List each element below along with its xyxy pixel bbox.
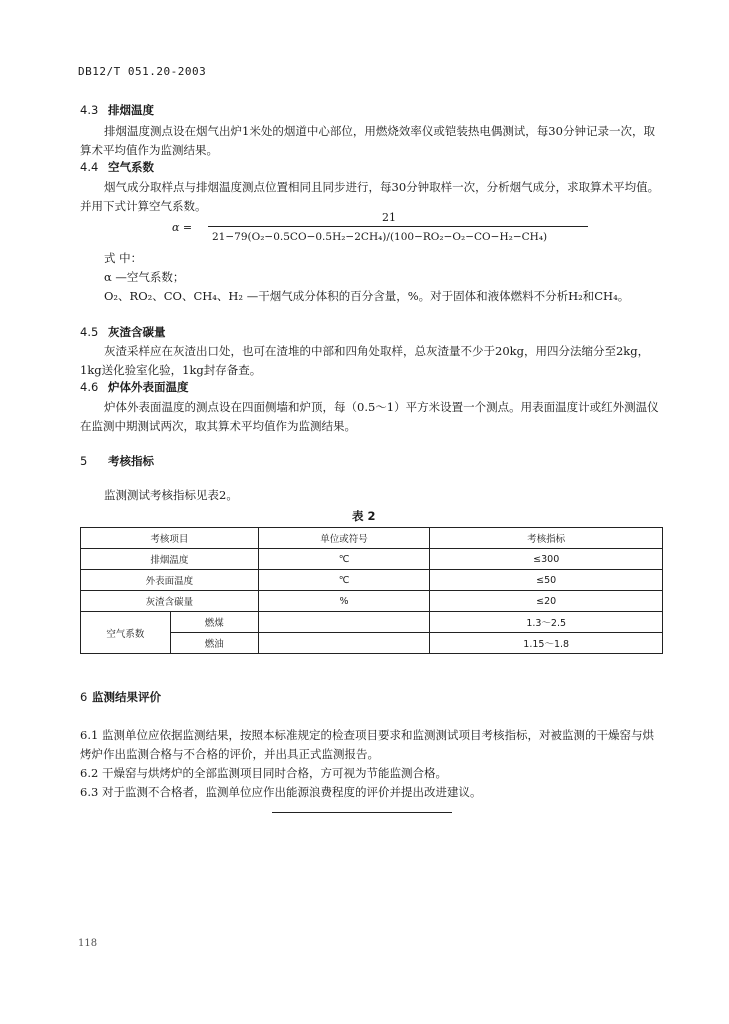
table-row	[81, 612, 663, 633]
section-number: 6	[80, 690, 88, 704]
table-row	[81, 549, 663, 570]
table-row	[81, 570, 663, 591]
section-heading-4-3	[80, 102, 154, 118]
air-coefficient-formula	[172, 213, 592, 249]
paragraph-4-5: 灰渣采样应在灰渣出口处，也可在渣堆的中部和四角处取样，总灰渣量不少于20kg，用四分法缩分至2kg，1kg送化验室化验，1kg封存备查。	[80, 344, 650, 377]
section-number: 4.3	[80, 103, 99, 117]
table-cell: ℃	[258, 570, 430, 591]
paragraph-4-6: 炉体外表面温度的测点设在四面侧墙和炉顶，每（0.5～1）平方米设置一个测点。用表面温度计或红外测温仪在监测中期测试两次，取其算术平均值作为监测结果。	[80, 400, 659, 433]
table-header-cell: 单位或符号	[258, 528, 430, 549]
table-cell: 燃煤	[170, 612, 258, 633]
formula-denominator: 21−79(O₂−0.5CO−0.5H₂−2CH₄)/(100−RO₂−O₂−CO−H₂−CH₄)	[212, 231, 548, 243]
document-id: DB12/T 051.20-2003	[78, 65, 207, 78]
section-title: 排烟温度	[108, 103, 154, 117]
table-row	[81, 591, 663, 612]
section-title: 考核指标	[108, 454, 154, 468]
section-number: 4.5	[80, 325, 99, 339]
section-heading-5	[80, 453, 154, 469]
section-heading-6	[80, 689, 161, 705]
paragraph-6-3: 6.3 对于监测不合格者，监测单位应作出能源浪费程度的评价并提出改进建议。	[80, 785, 482, 799]
section-title: 灰渣含碳量	[108, 325, 166, 339]
section-number: 4.6	[80, 380, 99, 394]
table-cell: %	[258, 591, 430, 612]
assessment-indicator-table	[80, 527, 663, 654]
section-heading-4-4	[80, 159, 154, 175]
end-rule	[272, 812, 452, 813]
table-cell: 排烟温度	[81, 549, 259, 570]
fraction-bar	[208, 226, 588, 227]
table-caption: 表 2	[352, 509, 376, 523]
section-number: 5	[80, 454, 88, 468]
formula-numerator: 21	[382, 211, 396, 224]
paragraph-5: 监测测试考核指标见表2。	[104, 488, 238, 502]
paragraph-6-2: 6.2 干燥窑与烘烤炉的全部监测项目同时合格，方可视为节能监测合格。	[80, 766, 447, 780]
section-number: 4.4	[80, 160, 99, 174]
table-cell: 外表面温度	[81, 570, 259, 591]
table-cell: ≤20	[430, 591, 663, 612]
table-header-cell: 考核项目	[81, 528, 259, 549]
table-cell: 1.3～2.5	[430, 612, 663, 633]
table-cell: 燃油	[170, 633, 258, 654]
formula-lhs: α =	[172, 221, 193, 234]
table-cell: ≤300	[430, 549, 663, 570]
table-cell: ≤50	[430, 570, 663, 591]
paragraph-6-1: 6.1 监测单位应依据监测结果，按照本标准规定的检查项目要求和监测测试项目考核指标，对被监测的干燥窑与烘烤炉作出监测合格与不合格的评价，并出具正式监测报告。	[80, 728, 654, 761]
table-cell: 1.15～1.8	[430, 633, 663, 654]
table-cell: 灰渣含碳量	[81, 591, 259, 612]
variable-alpha: α —空气系数；	[104, 270, 185, 284]
variable-gases: O₂、RO₂、CO、CH₄、H₂ —干烟气成分体积的百分含量，%。对于固体和液体燃料不分析H₂和CH₄。	[104, 289, 630, 303]
table-cell	[258, 633, 430, 654]
section-title: 炉体外表面温度	[108, 380, 189, 394]
page-number: 118	[78, 938, 98, 949]
table-cell: ℃	[258, 549, 430, 570]
section-heading-4-6	[80, 379, 189, 395]
where-label: 式 中：	[104, 251, 143, 265]
section-title: 监测结果评价	[92, 690, 161, 704]
paragraph-4-4: 烟气成分取样点与排烟温度测点位置相同且同步进行，每30分钟取样一次，分析烟气成分，求取算术平均值。并用下式计算空气系数。	[80, 180, 660, 213]
section-title: 空气系数	[108, 160, 154, 174]
table-header-cell: 考核指标	[430, 528, 663, 549]
section-heading-4-5	[80, 324, 166, 340]
table-cell: 空气系数	[81, 612, 171, 654]
paragraph-4-3: 排烟温度测点设在烟气出炉1米处的烟道中心部位，用燃烧效率仪或铠装热电偶测试，每30分钟记录一次，取算术平均值作为监测结果。	[80, 124, 655, 157]
table-header-row	[81, 528, 663, 549]
table-cell	[258, 612, 430, 633]
